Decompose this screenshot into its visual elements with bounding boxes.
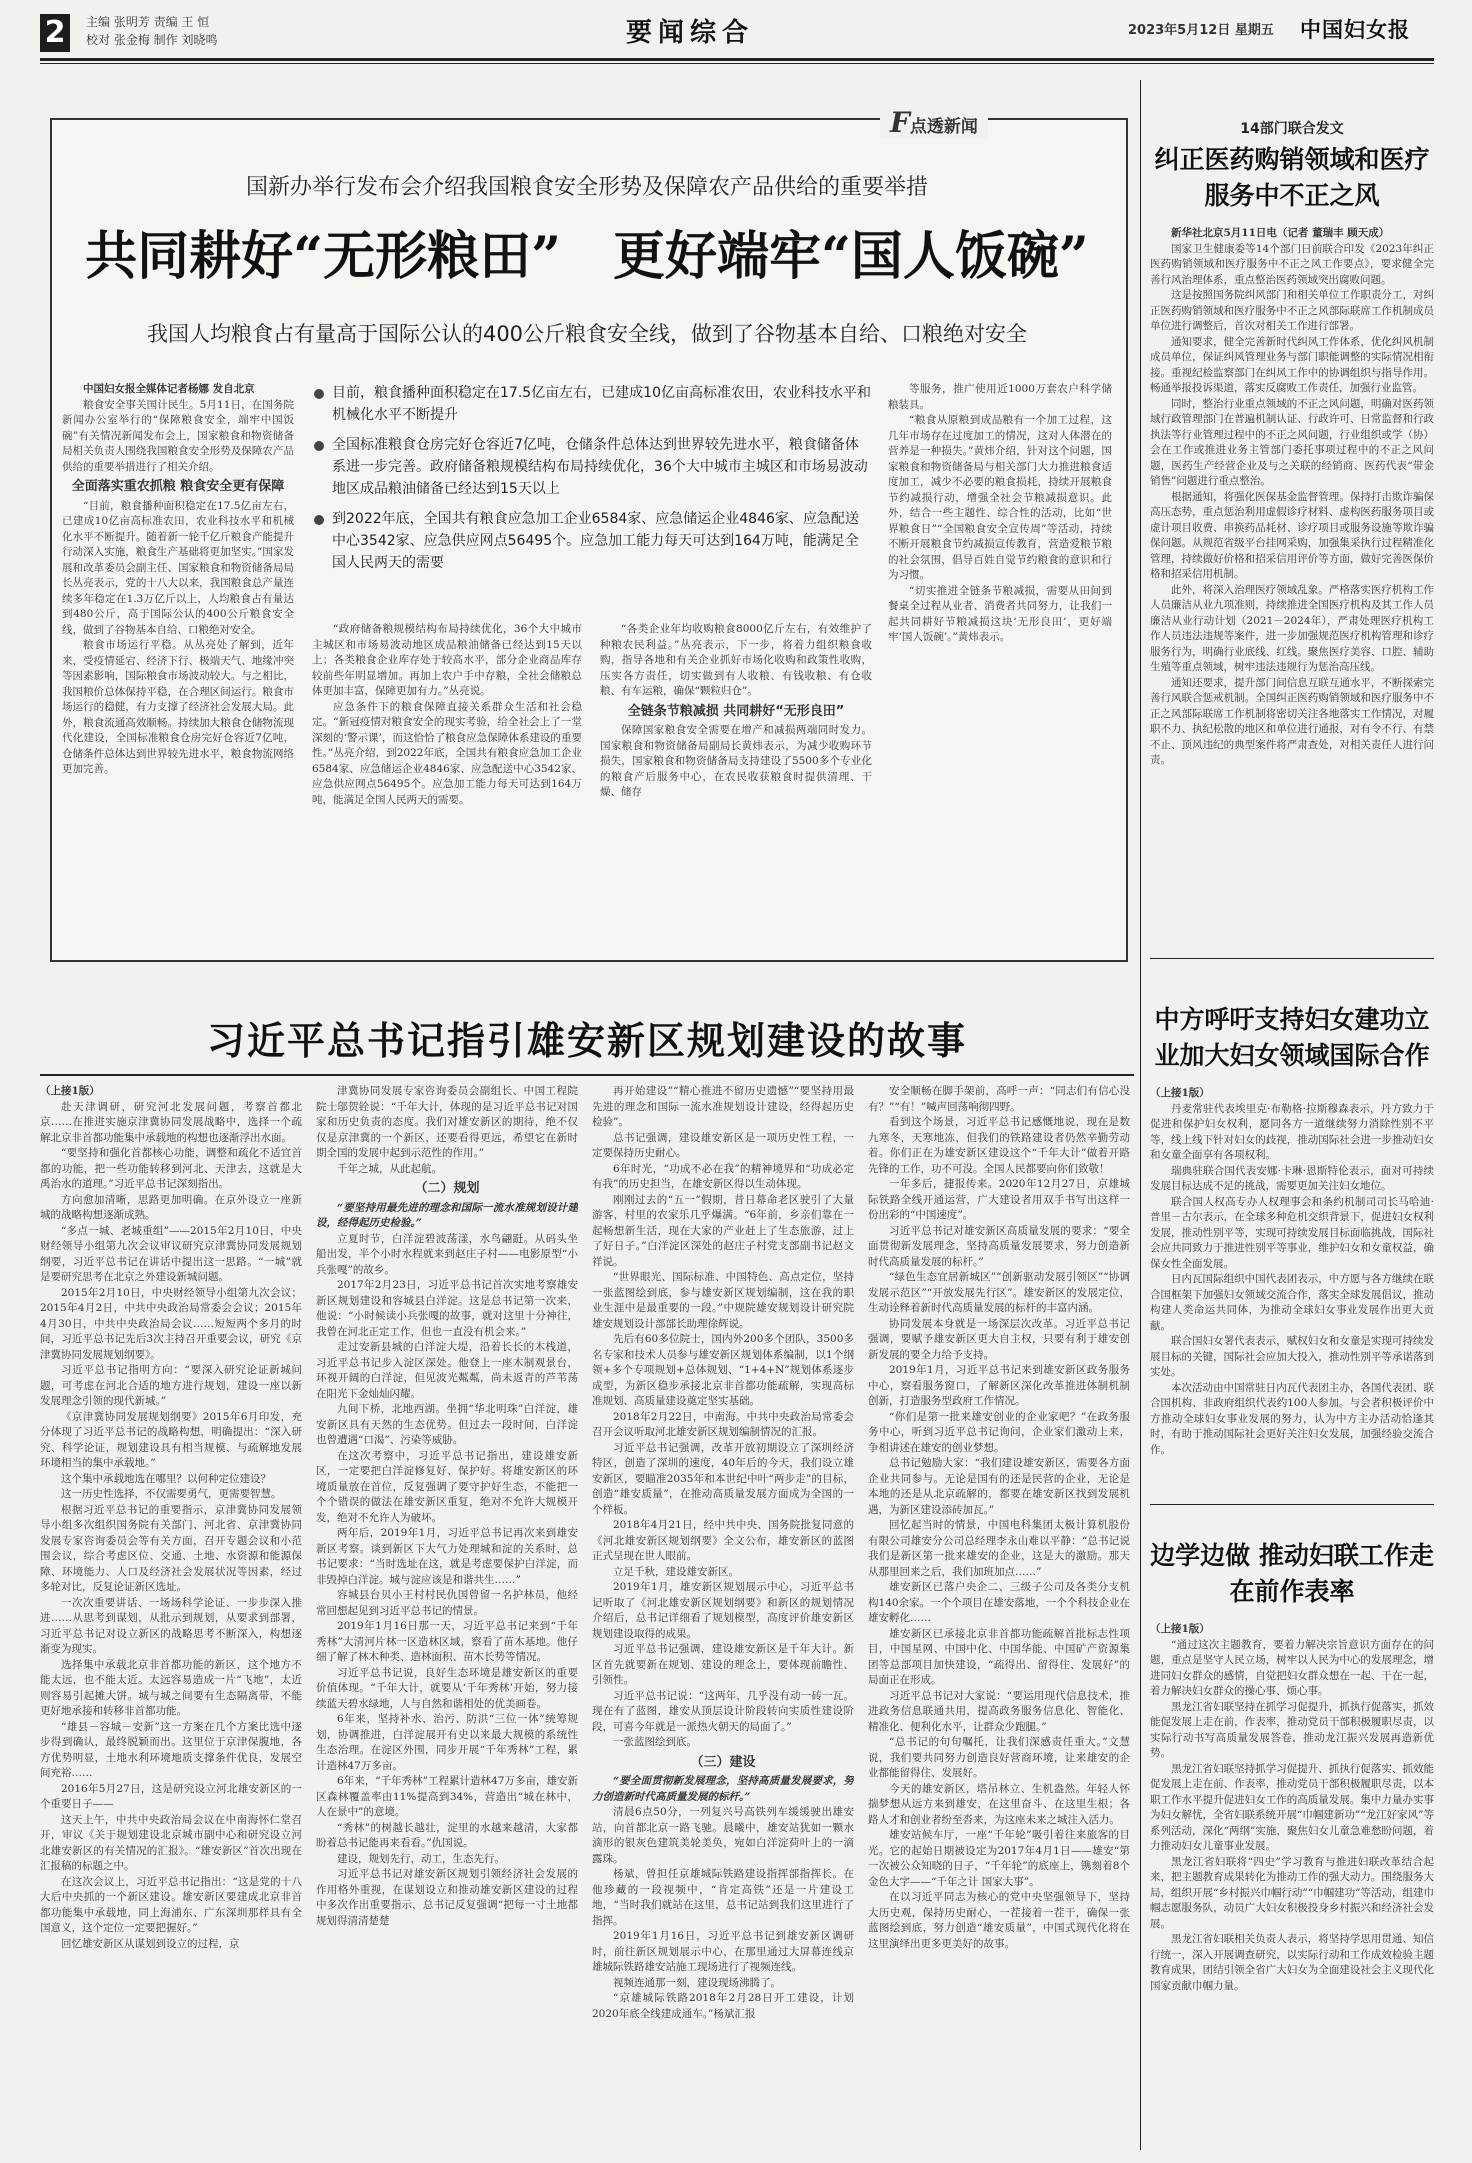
paragraph: “秀林”的树越长越壮，淀里的水越来越清，大家都盼着总书记能再来看看。”仇国说。	[316, 1821, 578, 1849]
paragraph: “切实推进全链条节粮减损，需要从田间到餐桌全过程从业者、消费者共同努力，让我们一起共同耕好节粮减损这块‘无形良田’，更好端牢‘国人饭碗’。”黄炜表示。	[888, 584, 1112, 643]
paragraph: 习近平总书记强调，改革开放初期设立了深圳经济特区，创造了深圳的速度，40年后的今天，我们设立雄安新区，要瞄准2035年和本世纪中叶“两步走”的目标，创造“雄安质量”，在推动高质量发展方面成为全国的一个样板。	[592, 1441, 854, 1516]
paragraph: 习近平总书记指明方向：“要深入研究论证新城问题，可考虑在河北合适的地方进行规划，建设一座以新发展理念引领的现代新城。”	[40, 1364, 302, 1407]
paragraph: “世界眼光、国际标准、中国特色、高点定位，坚持一张蓝图绘到底，参与雄安新区规划编制，这在我的职业生涯中是最重要的一段。”中规院雄安规划设计研究院雄安规划设计部部长助理徐辉说。	[592, 1271, 854, 1330]
paragraph: 6年来，“千年秀林”工程累计造林47万多亩，雄安新区森林覆盖率由11%提高到34%，营造出“城在林中，人在景中”的意境。	[316, 1775, 578, 1818]
paragraph: 千年之城，从此起航。	[337, 1162, 442, 1175]
story-column-2	[316, 1084, 578, 2152]
paragraph: 《京津冀协同发展规划纲要》2015年6月印发，充分体现了习近平总书记的战略构想，明确提出：“深入研究、科学论证，规划建设具有相当规模、与疏解地发展环境相当的集中承载地。”	[40, 1410, 302, 1469]
key-points	[312, 382, 872, 612]
paragraph: 再开始建设”“精心推进不留历史遗憾”“要坚持用最先进的理念和国际一流水准规划设计建设，经得起历史检验”。	[592, 1085, 854, 1128]
paragraph: 一次次重要讲话、一场场科学论证、一步步深入推进……从思考到谋划，从批示到规划，从要求到部署，习近平总书记对设立新区的战略思考不断深入，构想逐渐变为现实。	[40, 1596, 302, 1655]
paragraph: 丹麦常驻代表埃里克·布勒格·拉斯穆森表示，丹方致力于促进和保护妇女权利，愿同各方一道继续努力消除性别不平等，线上线下针对妇女的歧视，推动国际社会进一步推动妇女和女童全面享有各项权利。	[1150, 1102, 1434, 1161]
paragraph: 刚刚过去的“五一”假期，昔日幕命老区驶引了大量游客，村里的农家乐几乎爆满。“6年前，乡亲们靠在一起畅想新生活，现在大家的产业赶上了生态旅游，过上了好日子。”白洋淀区深处的赵庄子村党支部副书记赵文祥说。	[592, 1193, 854, 1268]
feature-kicker: 国新办举行发布会介绍我国粮食安全形势及保障农产品供给的重要举措	[245, 175, 928, 200]
feature-column-4	[888, 382, 1112, 944]
paragraph: 瑞典驻联合国代表安娜·卡琳·恩斯特伦表示，面对可持续发展目标达成不足的挑战，需要更加关注妇女地位。	[1150, 1164, 1434, 1192]
paragraph: 立足千秋，建设雄安新区。	[613, 1565, 739, 1578]
header-rule-thin	[40, 63, 1434, 64]
paragraph: 粮食市场运行平稳。从丛亮处了解到，近年来，受疫情延宕、经济下行、极端天气、地缘冲突等因素影响，国际粮食市场波动较大。与之相比，我国粮价总体保持平稳，在合理区间运行。粮食市场运行的稳健，有力支撑了经济社会发展大局。此外，粮食流通高效顺畅。持续加大粮食仓储物流现代化建设，全国标准粮食仓房完好仓容近7亿吨，仓储条件总体达到世界较先进水平，粮食物流网络更加完善。	[62, 639, 294, 775]
paragraph: 一年多后，捷报传来。2020年12月27日，京雄城际铁路全线开通运营，广大建设者用双手书写出这样一份出彩的“中国速度”。	[868, 1178, 1130, 1221]
paragraph: “多点一城、老城重组”——2015年2月10日，中央财经领导小组第九次会议审议研究京津冀协同发展规划纲要，习近平总书记在讲话中提出这一思路。“一城”就是要研究思考在北京之外建设新城问题。	[40, 1224, 302, 1283]
paragraph: 回忆起当时的情景，中国电科集团太极计算机股份有限公司雄安分公司总经理李永山难以平静：“总书记说我们是新区第一批来雄安的企业，这是大的激励。那天从那里回来之后，我们加班加点……”	[868, 1519, 1130, 1578]
story-column-1	[40, 1084, 302, 2152]
paragraph: 日内瓦国际组织中国代表团表示，中方愿与各方继续在联合国框架下加强妇女领域交流合作，落实全球发展倡议，推动构建人类命运共同体，为推动全球妇女事业发展作出更大贡献。	[1150, 1273, 1434, 1332]
story-column-4	[868, 1084, 1130, 2152]
subheading: 全面落实重农抓粮 粮食安全更有保障	[71, 479, 285, 494]
continuation-label: （上接1版）	[40, 1085, 100, 1097]
paragraph: 视频连通那一刻，建设现场沸腾了。	[613, 1976, 781, 1989]
paragraph: 习近平总书记对大家说：“要运用现代信息技术，推进政务信息联通共用，提高政务服务信息化、智能化、精准化、便利化水平，让群众少跑腿。”	[868, 1689, 1130, 1733]
paragraph: 在这次会议上，习近平总书记指出：“这是党的十八大后中央抓的一个新区建设。雄安新区要建成北京非首都功能集中承载地，同上海浦东、广东深圳那样具有全国意义，这个定位一定要把握好。”	[40, 1875, 302, 1934]
paragraph: 保障国家粮食安全需要在增产和减损两端同时发力。国家粮食和物资储备局副局长黄炜表示，为减少收购环节损失，国家粮食和物资储备局支持建设了5500多个专业化的粮食产后服务中心，在农民收获粮食时提供清理、干燥、储存	[600, 724, 872, 798]
paragraph: 一张蓝图绘到底。	[613, 1736, 697, 1748]
paragraph: “粮食从原粮到成品粮有一个加工过程，这几年市场存在过度加工的情况，这对人体潜在的营养是一种损失。”黄炜介绍，针对这个问题，国家粮食和物资储备局与相关部门大力推进粮食适度加工，减少不必要的粮食损耗，持续开展粮食节约减损行动，增强全社会节粮减损意识。此外，结合一些主题性、综合性的活动，比如“世界粮食日”“全国粮食安全宣传周”等活动，持续不断开展粮食节约减损宣传教育，营造爱粮节粮的社会氛围，倡导百姓自觉节约粮食的意识和行为习惯。	[888, 414, 1112, 581]
paragraph: 习近平总书记说：“这两年，几乎没有动一砖一瓦。现在有了蓝图，雄安从顶层设计阶段转向实质性建设阶段，可喜今年就是一派热火朝天的局面了。”	[592, 1689, 854, 1733]
byline: 中国妇女报全媒体记者杨娜 发自北京	[83, 383, 255, 395]
paragraph: 同时，整治行业重点领域的不正之风问题，明确对医药领域行政管理部门在普遍机制认证、行政许可、日常监督和行政执法等行业管理过程中的不正之风问题，行业组织或学（协）会在工作或推进业务主管部门委托事项过程中的不正之风问题，医药生产经营企业及与之关联的经销商、医药代表“带金销售”问题进行重点整治。	[1150, 397, 1434, 487]
side1-headline: 纠正医药购销领域和医疗服务中不正之风	[1154, 145, 1430, 210]
paragraph: 走过安新县城的白洋淀大堤，沿着长长的木栈道，习近平总书记步入淀区深处。他登上一座木制观景台，环视开阔的白洋淀，但见波光粼粼，尚未返青的芦苇荡在阳光下金灿灿闪耀。	[316, 1341, 578, 1400]
paragraph: 看到这个场景，习近平总书记感慨地说，现在是数九寒冬，天寒地冻，但我们的铁路建设者仍然辛勤劳动着。你们正在为雄安新区建设这个“千年大计”做着开路先锋的工作，功不可没。全国人民都要向你们致敬！	[868, 1116, 1130, 1175]
paragraph: 2016年5月27日，这是研究设立河北雄安新区的一个重要日子——	[40, 1782, 302, 1810]
header-rule	[40, 58, 1434, 61]
paragraph: 习近平总书记强调，建设雄安新区是千年大计。新区首先就要新在规划、建设的理念上，要体现前瞻性、引领性。	[592, 1643, 854, 1686]
paragraph: 根据习近平总书记的重要指示，京津冀协同发展领导小组多次组织国务院有关部门、河北省、京津冀协同发展专家咨询委员会等有关方面，召开专题会议和小范围会议，综合考虑区位、交通、土地、水资源和能源保障、环境能力、人口及经济社会发展状况等因素，经过多轮对比，反复论证新区选址。	[40, 1503, 302, 1593]
dateline: 新华社北京5月11日电（记者 董瑞丰 顾天成）	[1171, 227, 1390, 239]
paragraph: “要坚持和强化首都核心功能，调整和疏化不适宜首都的功能，把一些功能转移到河北、天津去，这就是大禹治水的道理。”习近平总书记深刻指出。	[40, 1147, 302, 1190]
paragraph: 黑龙江省妇联将“四史”学习教育与推进妇联改革结合起来，把主题教育成果转化为推动工作的强大动力。围绕服务大局，组织开展“乡村振兴巾帼行动”“巾帼建功”等活动，组建巾帼志愿服务队，动员广大妇女积极投身乡村振兴和经济社会发展。	[1150, 1855, 1434, 1930]
paragraph: 习近平总书记说，良好生态环境是雄安新区的重要价值体现。“千年大计，就要从‘千年秀林’开始，努力接续蓝天碧水绿地，人与自然和谐相处的优美画卷。	[316, 1666, 578, 1710]
paragraph: 在以习近平同志为核心的党中央坚强领导下，坚持大历史观，保持历史耐心，一茬接着一茬干，确保一张蓝图绘到底，努力创造“雄安质量”，中国式现代化将在这里演绎出更多更美好的故事。	[868, 1891, 1130, 1950]
paragraph: 雄安新区已落户央企二、三级子公司及各类分支机构140余家。一个个项目在雄安落地，一个个科技企业在雄安孵化……	[868, 1581, 1130, 1624]
side3-body	[1150, 1622, 1434, 2152]
editor-credits-line-2: 校对 张金梅 制作 刘晓鸣	[86, 33, 218, 47]
paragraph: 这个集中承载地选在哪里？以何种定位建设？	[61, 1472, 271, 1485]
paragraph: “通过这次主题教育，要着力解决宗旨意识方面存在的问题，重点是坚守人民立场，树牢以人民为中心的发展理念，增进同妇女群众的感情，自觉把妇女群众想在一起、干在一起，着力解决妇女群众的操心事、烦心事。	[1150, 1638, 1434, 1697]
paragraph: 方向愈加清晰，思路更加明确。在京外设立一座新城的战略构想逐渐成熟。	[40, 1193, 302, 1221]
paragraph: 先后有60多位院士，国内外200多个团队，3500多名专家和技术人员参与雄安新区规划体系编制，以1个纲领+多个专项规划+总体规划、“1+4+N”规划体系逐步成型，为新区稳步承接北京非首都功能疏解，实现高标准规划、高质量建设奠定坚实基础。	[592, 1333, 854, 1407]
paragraph: 赴天津调研，研究河北发展问题，考察首都北京……在推进实施京津冀协同发展战略中，选择一个疏解北京非首都功能集中承载地的构想也逐渐浮出水面。	[40, 1100, 302, 1144]
paragraph: 2019年1月16日那一天，习近平总书记来到“千年秀林”大清河片林一区造林区域，察看了苗木基地。他仔细了解了林木种类、造林面积、苗木长势等情况。	[316, 1620, 578, 1663]
paragraph: 雄安新区已承接北京非首都功能疏解首批标志性项目，中国星网、中国中化、中国华能、中国矿产资源集团等总部项目加快建设，“疏得出、留得住、发展好”的局面正在形成。	[868, 1627, 1130, 1686]
news-tag-letter: F	[890, 106, 910, 139]
paragraph: 通知还要求，提升部门间信息互联互通水平，不断探索完善行风联合惩戒机制。全国纠正医药购销领域和医疗服务中不正之风部际联席工作机制将密切关注各地落实工作情况，对履职不力、执纪松散的地区和单位进行通报，对有令不行、有禁不止、顶风违纪的典型案件将严肃查处，对相关责任人进行问责。	[1150, 676, 1434, 766]
feature-subhead: 我国人均粮食占有量高于国际公认的400公斤粮食安全线，做到了谷物基本自给、口粮绝对安全	[146, 322, 1028, 346]
side2-headline: 中方呼吁支持妇女建功立业加大妇女领域国际合作	[1154, 1005, 1430, 1070]
feature-column-2	[312, 622, 582, 944]
paragraph: 津冀协同发展专家咨询委员会副组长、中国工程院院士邬贺铨说：“千年大计，体现的是习近平总书记对国家和历史负责的态度。我们对雄安新区的期待，绝不仅仅是京津冀的一个新区，还要看得更远，希望它在新时期全国的发展中起到示范性的作用。”	[316, 1085, 578, 1159]
paragraph: 在这次考察中，习近平总书记指出，建设雄安新区，一定要把白洋淀修复好、保护好。将雄安新区的环境质量放在首位，反复强调了要守护好生态，不能把一个个错误的做法在雄安新区重复，绝对不允许大规模开发，绝对不允许人为破坏。	[316, 1449, 578, 1524]
story-column-3	[592, 1084, 854, 2152]
newspaper-logo: 中国妇女报	[1300, 17, 1410, 42]
paragraph: 2018年2月22日，中南海。中共中央政治局常委会召开会议听取河北雄安新区规划编制情况的汇报。	[592, 1410, 854, 1438]
paragraph: 两年后，2019年1月，习近平总书记再次来到雄安新区考察。谈到新区下大气力处理城和淀的关系时，总书记要求：“当时选址在这，就是考虑要保护白洋淀，而非毁掉白洋淀。城与淀应该是和谐共生……”	[316, 1527, 578, 1586]
pull-quote: “要全面贯彻新发展理念，坚持高质量发展要求，努力创造新时代高质量发展的标杆。”	[592, 1775, 854, 1803]
paragraph: 黑龙江省妇联坚持在抓学习促提升，抓执行促落实，抓效能促发展上走在前，作表率，推动党员干部积极履职尽责，以实际行动书写高质量发展答卷，推动龙江振兴发展再造新优势。	[1150, 1700, 1434, 1759]
paragraph: 此外，将深入治理医疗领域乱象。严格落实医疗机构工作人员廉洁从业九项准则，持续推进全国医疗机构及其工作人员廉洁从业行动计划（2021－2024年），严肃处理医疗机构工作人员违法违规等案件，进一步加强规范医疗机构管理和诊疗服务行为，明确行业底线、红线。聚焦医疗美容、口腔、辅助生殖等重点领域，树牢违法违规行为惩治高压线。	[1150, 583, 1434, 673]
paragraph: 杨斌，曾担任京雄城际铁路建设指挥部指挥长。在他珍藏的一段视频中，“肯定高铁”还是一片建设工地，“当时我们就站在这里，总书记站到我们这里进行了指挥。	[592, 1868, 854, 1927]
feature-column-3	[600, 622, 872, 944]
paragraph: 应急条件下的粮食保障直接关系群众生活和社会稳定。“新冠疫情对粮食安全的现实考验，给全社会上了一堂深刻的‘警示课’，而这恰恰了粮食应急保障体系建设的重要性。”丛亮介绍，到2022年底，全国共有粮食应急加工企业6584家、应急储运企业4846家、应急配送中心3542家、应急供应网点56495个。应急加工能力每天可达到164万吨，能满足全国人民两天的需要。	[312, 700, 582, 806]
paragraph: “你们是第一批来雄安创业的企业家吧？”在政务服务中心，听到习近平总书记询问，企业家们激动上来，争相讲述在雄安的创业梦想。	[868, 1410, 1130, 1454]
paragraph: 九间下桥，北地西湖。坐拥“华北明珠”白洋淀，雄安新区具有天然的生态优势。但过去一段时间，白洋淀也曾遭遇“口渴”、污染等威胁。	[316, 1403, 578, 1446]
side-divider	[1150, 958, 1434, 959]
section-heading: （三）建设	[690, 1754, 756, 1770]
paragraph: 2019年1月16日，习近平总书记到雄安新区调研时，前往新区规划展示中心，在那里通过大屏幕连线京雄城际铁路雄安站施工现场进行了视频连线。	[592, 1930, 854, 1973]
paragraph: “政府储备粮规模结构布局持续优化，36个大中城市主城区和市场易波动地区成品粮油储备已经达到15天以上；各类粮食企业库存处于较高水平，部分企业商品库存较前些年明显增加。再加上农户手中存粮，全社会储粮总体更加丰富，保障更加有力。”丛亮说。	[312, 623, 582, 697]
section-heading: （二）规划	[414, 1181, 480, 1196]
paragraph: 这天上午，中共中央政治局会议在中南海怀仁堂召开，审议《关于规划建设北京城市副中心和研究设立河北雄安新区的有关情况的汇报》。“雄安新区”首次出现在汇报稿的标题之中。	[40, 1813, 302, 1872]
paragraph: 容城县台贝小王村村民仇国曾留一名护林员，他经常回想起见到习近平总书记的情景。	[316, 1589, 578, 1617]
paragraph: 这是按照国务院纠风部门和相关单位工作职责分工，对纠正医药购销领域和医疗服务中不正之风部际联席工作机制成员单位进行调整后，首次对相关工作进行部署。	[1150, 289, 1434, 332]
column-divider	[1140, 80, 1141, 2150]
paragraph: “目前，粮食播种面积稳定在17.5亿亩左右，已建成10亿亩高标准农田，农业科技水平和机械化水平不断提升。随着新一轮千亿斤粮食产能提升行动深入实施，粮食生产基础将更加坚实。”国家发展和改革委员会副主任、国家粮食和物资储备局局长丛亮表示，党的十八大以来，我国粮食总产量连续多年稳定在1.3万亿斤以上，人均粮食占有量达到480公斤，高于国际公认的400公斤粮食安全线，做到了谷物基本自给、口粮绝对安全。	[62, 499, 294, 636]
paragraph: 联合国人权高专办人权理事会和条约机制司司长马哈迪·普里－古尔表示，在全球多种危机交织背景下，促进妇女权利发展，推动性别平等，实现可持续发展目标面临挑战，国际社会应共同致力于推进性别平等事业，维护妇女和女童权益，确保女性全面发展。	[1150, 1195, 1434, 1270]
paragraph: 黑龙江省妇联坚持抓学习促提升、抓执行促落实、抓效能促发展上走在前、作表率，推动党员干部积极履职尽责，以本职工作水平提升促进妇女工作的高质量发展。集中力量办实事为妇女解忧，全省妇联系统开展“巾帼建新功”“龙江好家风”等系列活动，深化“两纲”实施，聚焦妇女儿童急难愁盼问题，着力推动妇女儿童事业发展。	[1150, 1762, 1434, 1852]
news-tag-text: 点透新闻	[909, 117, 978, 137]
paragraph: 雄安站候车厅，一座“千年轮”吸引着往来旅客的目光。它的起始日期被设定为2017年4月1日——雄安“第一次被公众知晓的日子，“千年轮”的底座上，镌刻着8个金色大字——“千年之计 国家大事”。	[868, 1829, 1130, 1888]
paragraph: 今天的雄安新区，塔吊林立、生机盎然。年轻人怀揣梦想从远方来到雄安，在这里奋斗、在这里生根；各路人才和创业者纷至沓来，为这座未来之城注入活力。	[868, 1782, 1130, 1826]
paragraph: 黑龙江省妇联相关负责人表示，将坚持学思用贯通、知信行统一，深入开展调查研究，以实际行动和工作成效检验主题教育成果，团结引领全省广大妇女为全面建设社会主义现代化国家贡献巾帼力量。	[1150, 1933, 1434, 1992]
key-point: 全国标准粮食仓房完好仓容近7亿吨，仓储条件总体达到世界较先进水平，粮食储备体系进一步完善。政府储备粮规模结构布局持续优化，36个大中城市主城区和市场易波动地区成品粮油储备已经达到15天以上	[312, 434, 872, 500]
pull-quote: “要坚持用最先进的理念和国际一流水准规划设计建设，经得起历史检验。”	[316, 1201, 578, 1229]
paragraph: 回忆雄安新区从谋划到设立的过程，京	[61, 1937, 240, 1950]
section-title: 要闻综合	[625, 18, 754, 48]
paragraph: “总书记的句句嘱托，让我们深感责任重大。”文慧说，我们要共同努力创造良好营商环境，让来雄安的企业都能留得住、发展好。	[868, 1736, 1130, 1779]
side3-headline: 边学边做 推动妇联工作走在前作表率	[1150, 1541, 1434, 1606]
paragraph: 6年时光，“功成不必在我”的精神境界和“功成必定有我”的历史担当，在雄安新区得以生动体现。	[592, 1162, 854, 1190]
story-rule	[40, 1074, 1134, 1076]
feature-headline: 共同耕好“无形粮田” 更好端牢“国人饭碗”	[85, 226, 1089, 287]
page-number: 2	[40, 14, 70, 52]
paragraph: 这一历史性选择，不仅需要勇气，更需要智慧。	[61, 1488, 282, 1500]
paragraph: “京雄城际铁路2018年2月28日开工建设，计划2020年底全线建成通车。”杨斌汇报	[592, 1992, 854, 2020]
paragraph: 习近平总书记对雄安新区高质量发展的要求：“要全面贯彻新发展理念，坚持高质量发展要求，努力创造新时代高质量发展的标杆。”	[868, 1224, 1130, 1268]
paragraph: 建设，规划先行，动工，生态先行。	[337, 1852, 505, 1865]
paragraph: 选择集中承载北京非首都功能的新区，这个地方不能太远，也不能太近。太远容易造成一片“飞地”，太近则容易引起摊大饼。城与城之间要有生态隔离带，不能更好地承接和转移非首都功能。	[40, 1658, 302, 1717]
subheading: 全链条节粮减损 共同耕好“无形良田”	[627, 703, 845, 719]
paragraph: 2018年4月21日，经中共中央、国务院批复同意的《河北雄安新区规划纲要》全文公布，雄安新区的蓝图正式呈现在世人眼前。	[592, 1519, 854, 1562]
paragraph: 6年来，坚持补水、治污、防洪“三位一体”统筹规划，协调推进，白洋淀展开有史以来最大规模的系统性生态治理。在淀区外围，同步开展“千年秀林”工程，累计造林47万多亩。	[316, 1713, 578, 1772]
continuation-label: （上接1版）	[1150, 1087, 1210, 1099]
paragraph: 联合国妇女署代表表示，赋权妇女和女童是实现可持续发展目标的关键，国际社会应加大投入，推动性别平等承诺落到实处。	[1150, 1335, 1434, 1378]
paragraph: 通知要求，健全完善新时代纠风工作体系，优化纠风机制成员单位，保证纠风管理业务与部门职能调整的实际情况相衔接。重视纪检监察部门在纠风工作中的协调组织与指导作用。畅通举报投诉渠道，落实反腐败工作责任，加强行业监管。	[1150, 335, 1434, 394]
side-divider	[1150, 1504, 1434, 1505]
paragraph: 总书记勉励大家：“我们建设雄安新区，需要各方面企业共同参与。无论是国有的还是民营的企业，无论是本地的还是从北京疏解的，都要在雄安新区找到发展机遇，为新区建设添砖加瓦。”	[868, 1457, 1130, 1516]
paragraph: 等服务，推广使用近1000万套农户科学储粮装具。	[888, 383, 1112, 411]
paragraph: 根据通知，将强化医保基金监督管理。保持打击欺诈骗保高压态势，重点惩治利用虚假诊疗材料、虚构医药服务项目或虚计项目收费、串换药品耗材、诊疗项目或服务设施等欺诈骗保问题。从规范省级平台挂网采购，加强集采执行过程精准化管理，持续做好价格和招采信用评价等方面，做好完善医保价格和招采信用机制。	[1150, 490, 1434, 580]
side1-kicker: 14部门联合发文	[1240, 121, 1344, 137]
paragraph: 协同发展本身就是一场深层次改革。习近平总书记强调，要赋予雄安新区更大自主权，只要有利于雄安创新发展的要全力给予支持。	[868, 1317, 1130, 1361]
paragraph: “绿色生态宜居新城区”“创新驱动发展引领区”“协调发展示范区”“开放发展先行区”。雄安新区的发展定位，生动诠释着新时代高质量发展的标杆的丰富内涵。	[868, 1271, 1130, 1314]
side2-body	[1150, 1086, 1434, 1494]
paragraph: 习近平总书记对雄安新区规划引领经济社会发展的作用格外重视，在谋划设立和推动雄安新区建设的过程中多次作出重要指示，总书记反复强调“把每一寸土地都规划得清清楚楚	[316, 1868, 578, 1927]
news-tag	[880, 106, 988, 139]
paragraph: 立夏时节，白洋淀碧波荡漾，水鸟翩跹。从码头坐船出发，半个小时水程就来到赵庄子村——电影原型“小兵张嘎”的故乡。	[316, 1232, 578, 1276]
key-point: 到2022年底，全国共有粮食应急加工企业6584家、应急储运企业4846家、应急配送中心3542家、应急供应网点56495个。应急加工能力每天可达到164万吨，能满足全国人民两天的需要	[312, 508, 872, 574]
paragraph: 2019年1月，雄安新区规划展示中心，习近平总书记听取了《河北雄安新区规划纲要》和新区的规划情况介绍后，总书记详细看了规划模型，高度评价雄安新区规划建设取得的成果。	[592, 1581, 854, 1640]
story-headline: 习近平总书记指引雄安新区规划建设的故事	[206, 1018, 967, 1063]
paragraph: 总书记强调，建设雄安新区是一项历史性工程，一定要保持历史耐心。	[592, 1131, 854, 1159]
paragraph: 国家卫生健康委等14个部门日前联合印发《2023年纠正医药购销领域和医疗服务中不正之风工作要点》，要求健全完善行风治理体系，重点整治医药领域突出腐败问题。	[1150, 242, 1434, 286]
side1-body	[1150, 226, 1434, 948]
paragraph: 清晨6点50分，一列复兴号高铁列车缓缓驶出雄安站，向首都北京一路飞驰。晨曦中，雄安站犹如一颗水滴形的银灰色建筑美轮美奂，宛如白洋淀荷叶上的一滴露珠。	[592, 1806, 854, 1865]
feature-column-1	[62, 382, 294, 942]
issue-date: 2023年5月12日 星期五	[1128, 23, 1274, 38]
paragraph: 安全顺畅在脚手架前，高呼一声：“同志们有信心没有？”“有！”喊声回荡响彻四野。	[868, 1085, 1130, 1113]
key-point: 目前，粮食播种面积稳定在17.5亿亩左右，已建成10亿亩高标准农田，农业科技水平和机械化水平不断提升	[312, 382, 872, 426]
editor-credits-line-1: 主编 张明芳 责编 王 恒	[86, 15, 210, 29]
paragraph: 2019年1月，习近平总书记来到雄安新区政务服务中心，察看服务窗口，了解新区深化改革推进体制机制创新，打造服务型政府工作情况。	[868, 1364, 1130, 1407]
paragraph: 2017年2月23日，习近平总书记首次实地考察雄安新区规划建设和容城县白洋淀。这是总书记第一次来，他说：“小时候读小兵张嘎的故事，就对这里十分神往，我曾在河北正定工作，但也一直没有机会来。”	[316, 1279, 578, 1338]
paragraph: 本次活动由中国常驻日内瓦代表团主办，各国代表团、联合国机构、非政府组织代表约100人参加。与会者积极评价中方推动全球妇女事业发展的努力，认为中方主办活动恰逢其时，有助于推动国际社会更好关注妇女发展，加强经验交流合作。	[1150, 1381, 1434, 1456]
paragraph: “各类企业年均收购粮食8000亿斤左右，有效维护了种粮农民利益。”丛亮表示，下一步，将着力组织粮食收购，指导各地和有关企业抓好市场化收购和政策性收购，压实各方责任，切实做到有人收粮、有钱收粮、有仓收粮、有车运粮，确保“颗粒归仓”。	[600, 623, 872, 697]
paragraph: “雄县－容城－安新”这一方案在几个方案比选中逐步得到确认，最终脱颖而出。这里位于京津保腹地，各方优势明显，土地水利环境地质支撑条件优良，发展空间充裕……	[40, 1720, 302, 1779]
paragraph: 2015年2月10日，中央财经领导小组第九次会议；2015年4月2日，中共中央政治局常委会会议；2015年4月30日，中共中央政治局会议……短短两个多月的时间，习近平总书记先后3次主持召开重要会议，研究《京津冀协同发展规划纲要》。	[40, 1286, 302, 1361]
continuation-label: （上接1版）	[1150, 1623, 1210, 1635]
paragraph: 粮食安全事关国计民生。5月11日，在国务院新闻办公室举行的“保障粮食安全，端牢中国饭碗”有关情况新闻发布会上，国家粮食和物资储备局相关负责人围绕我国粮食安全形势及保障农产品供给的重要举措进行了相关介绍。	[62, 398, 294, 473]
